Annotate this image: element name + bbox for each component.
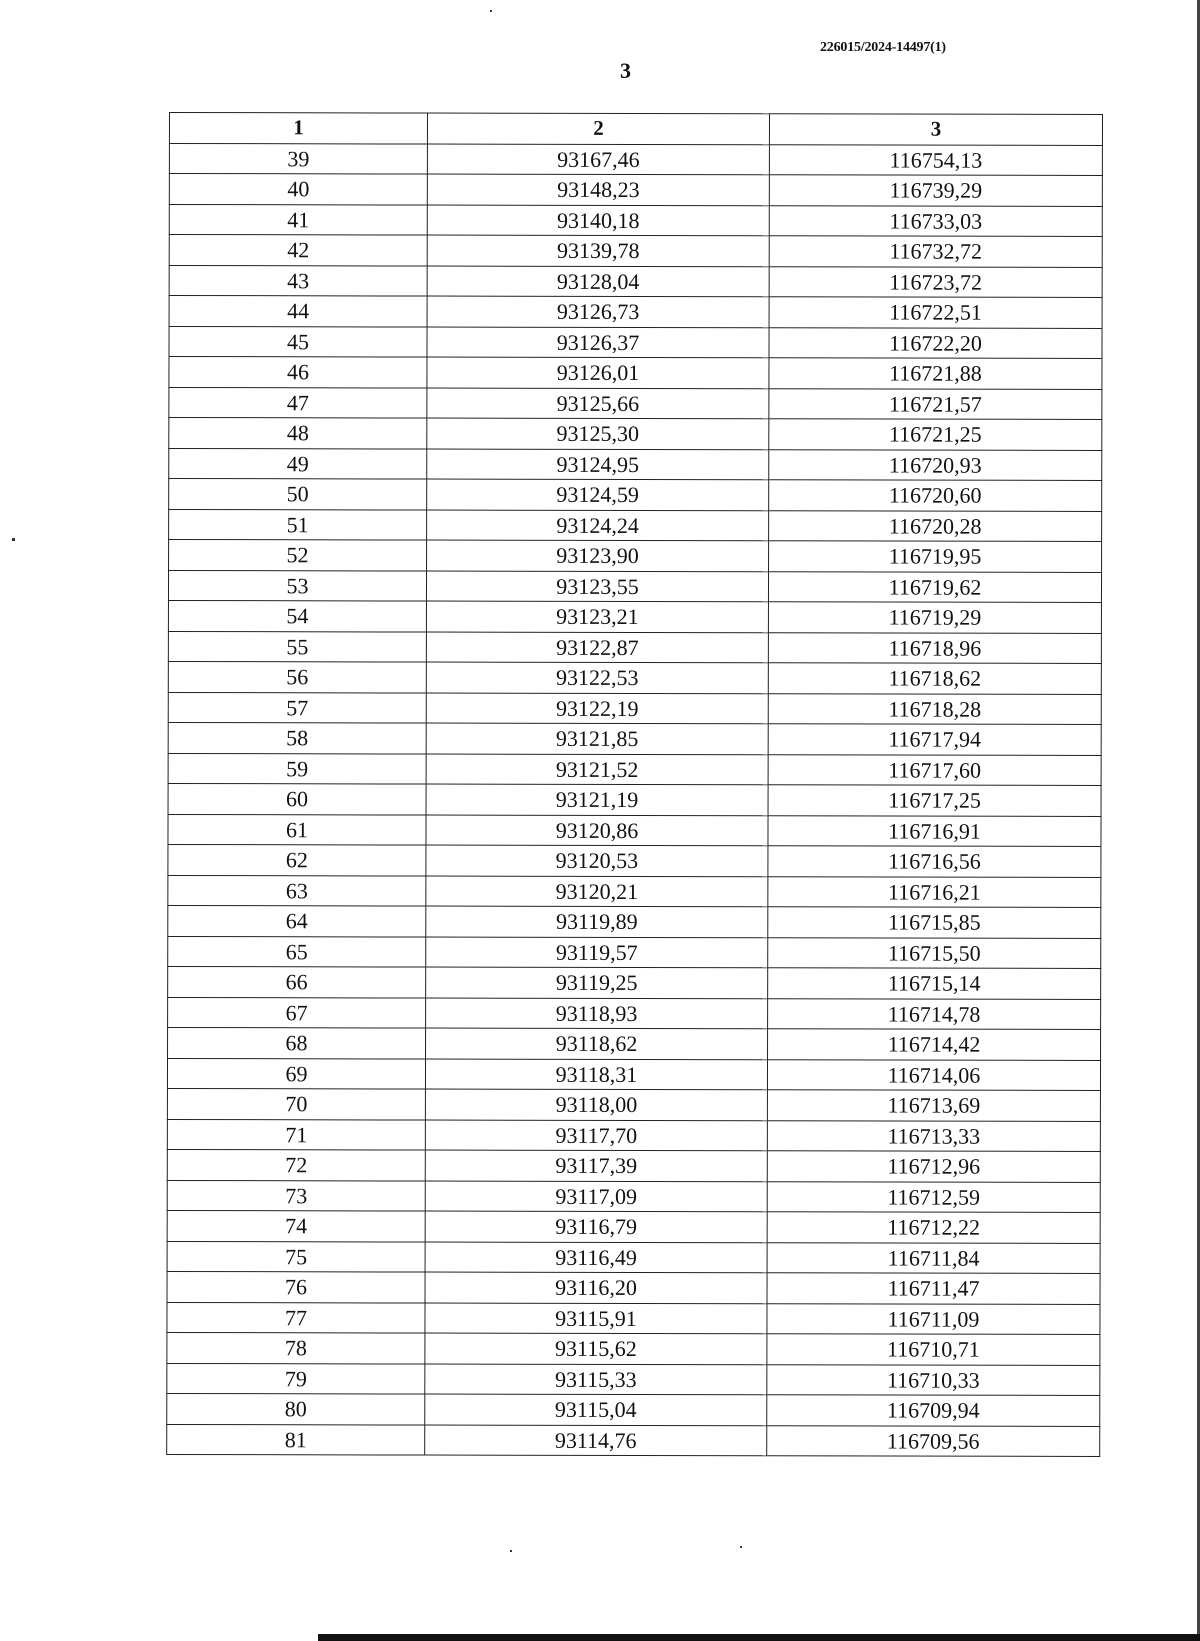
table-row bbox=[167, 1241, 1100, 1273]
table-row bbox=[167, 1424, 1100, 1456]
table-cell-col-3: 116722,20 bbox=[769, 327, 1102, 358]
table-cell-col-1: 62 bbox=[168, 844, 426, 875]
table-cell-col-2: 93115,04 bbox=[425, 1394, 767, 1425]
table-cell-col-3: 116714,42 bbox=[768, 1029, 1101, 1060]
table-cell-col-1: 57 bbox=[168, 692, 426, 723]
table-cell-col-3: 116754,13 bbox=[769, 144, 1102, 175]
table-cell-col-3: 116713,69 bbox=[767, 1090, 1100, 1121]
table-row bbox=[167, 1210, 1100, 1242]
table-cell-col-3: 116711,84 bbox=[767, 1242, 1100, 1273]
table-cell-col-3: 116720,93 bbox=[769, 449, 1102, 480]
scan-speck bbox=[740, 1546, 742, 1548]
table-cell-col-3: 116721,57 bbox=[769, 388, 1102, 419]
table-cell-col-2: 93126,01 bbox=[427, 357, 769, 388]
table-cell-col-3: 116733,03 bbox=[769, 205, 1102, 236]
table-cell-col-1: 67 bbox=[168, 997, 426, 1028]
table-cell-col-1: 48 bbox=[169, 418, 427, 449]
table-cell-col-2: 93115,91 bbox=[425, 1303, 767, 1334]
table-cell-col-3: 116739,29 bbox=[769, 175, 1102, 206]
table-cell-col-2: 93121,19 bbox=[426, 784, 768, 815]
table-row bbox=[169, 357, 1102, 389]
table-cell-col-1: 54 bbox=[168, 601, 426, 632]
table-cell-col-2: 93120,21 bbox=[426, 876, 768, 907]
table-cell-col-2: 93119,89 bbox=[426, 906, 768, 937]
table-cell-col-2: 93120,53 bbox=[426, 845, 768, 876]
table-cell-col-1: 69 bbox=[167, 1058, 425, 1089]
table-cell-col-2: 93148,23 bbox=[427, 174, 769, 205]
scan-speck bbox=[12, 538, 15, 541]
table-row bbox=[169, 540, 1102, 572]
table-row bbox=[169, 509, 1102, 541]
table-row bbox=[168, 844, 1101, 876]
table-cell-col-3: 116732,72 bbox=[769, 236, 1102, 267]
table-cell-col-2: 93116,79 bbox=[425, 1211, 767, 1242]
table-row bbox=[169, 174, 1102, 206]
column-header-1: 1 bbox=[169, 113, 427, 144]
table-body bbox=[167, 143, 1103, 1456]
table-cell-col-3: 116722,51 bbox=[769, 297, 1102, 328]
table-cell-col-2: 93139,78 bbox=[427, 235, 769, 266]
table-cell-col-1: 76 bbox=[167, 1271, 425, 1302]
table-row bbox=[169, 265, 1102, 297]
table-cell-col-3: 116714,06 bbox=[767, 1059, 1100, 1090]
table-cell-col-2: 93114,76 bbox=[425, 1425, 767, 1456]
table-cell-col-1: 42 bbox=[169, 235, 427, 266]
coordinates-table bbox=[166, 112, 1103, 1457]
table-cell-col-3: 116719,95 bbox=[769, 541, 1102, 572]
table-row bbox=[168, 753, 1101, 785]
table-row bbox=[168, 570, 1101, 602]
table-cell-col-2: 93117,39 bbox=[425, 1150, 767, 1181]
table-header-row bbox=[169, 113, 1102, 145]
table-cell-col-3: 116721,88 bbox=[769, 358, 1102, 389]
table-cell-col-2: 93118,93 bbox=[426, 998, 768, 1029]
table-row bbox=[169, 418, 1102, 450]
table-cell-col-3: 116723,72 bbox=[769, 266, 1102, 297]
table-cell-col-2: 93122,19 bbox=[426, 693, 768, 724]
table-cell-col-3: 116720,60 bbox=[769, 480, 1102, 511]
table-cell-col-1: 53 bbox=[168, 570, 426, 601]
table-cell-col-3: 116719,62 bbox=[768, 571, 1101, 602]
table-row bbox=[168, 783, 1101, 815]
table-row bbox=[167, 1393, 1100, 1425]
table-cell-col-3: 116716,56 bbox=[768, 846, 1101, 877]
table-cell-col-1: 70 bbox=[167, 1088, 425, 1119]
table-row bbox=[168, 1027, 1101, 1059]
table-cell-col-1: 41 bbox=[169, 204, 427, 235]
table-row bbox=[169, 143, 1102, 175]
table-cell-col-3: 116716,91 bbox=[768, 815, 1101, 846]
table-cell-col-1: 44 bbox=[169, 296, 427, 327]
table-row bbox=[167, 1180, 1100, 1212]
table-row bbox=[169, 448, 1102, 480]
table-cell-col-2: 93140,18 bbox=[427, 205, 769, 236]
table-cell-col-2: 93121,85 bbox=[426, 723, 768, 754]
column-header-3: 3 bbox=[769, 114, 1102, 145]
table-cell-col-2: 93122,53 bbox=[426, 662, 768, 693]
table-cell-col-3: 116712,96 bbox=[767, 1151, 1100, 1182]
table-cell-col-1: 46 bbox=[169, 357, 427, 388]
table-cell-col-3: 116709,56 bbox=[767, 1425, 1100, 1456]
table-cell-col-2: 93115,62 bbox=[425, 1333, 767, 1364]
scan-edge-bottom bbox=[318, 1634, 1200, 1641]
table-cell-col-3: 116716,21 bbox=[768, 876, 1101, 907]
table-cell-col-2: 93120,86 bbox=[426, 815, 768, 846]
table-cell-col-3: 116720,28 bbox=[769, 510, 1102, 541]
table-cell-col-3: 116709,94 bbox=[767, 1395, 1100, 1426]
table-cell-col-2: 93124,24 bbox=[427, 510, 769, 541]
table-cell-col-2: 93116,49 bbox=[425, 1242, 767, 1273]
table-cell-col-2: 93123,55 bbox=[426, 571, 768, 602]
table-cell-col-3: 116711,47 bbox=[767, 1273, 1100, 1304]
table-cell-col-1: 64 bbox=[168, 905, 426, 936]
table-cell-col-2: 93116,20 bbox=[425, 1272, 767, 1303]
table-cell-col-1: 51 bbox=[169, 509, 427, 540]
table-row bbox=[168, 631, 1101, 663]
table-cell-col-2: 93118,00 bbox=[425, 1089, 767, 1120]
table-row bbox=[168, 905, 1101, 937]
table-cell-col-1: 79 bbox=[167, 1363, 425, 1394]
table-row bbox=[167, 1149, 1100, 1181]
table-cell-col-1: 39 bbox=[169, 143, 427, 174]
table-cell-col-2: 93119,57 bbox=[426, 937, 768, 968]
table-row bbox=[168, 814, 1101, 846]
table-cell-col-1: 71 bbox=[167, 1119, 425, 1150]
table-cell-col-2: 93125,30 bbox=[427, 418, 769, 449]
table-row bbox=[168, 936, 1101, 968]
table-row bbox=[167, 1119, 1100, 1151]
table-row bbox=[168, 997, 1101, 1029]
table-cell-col-1: 72 bbox=[167, 1149, 425, 1180]
table-cell-col-1: 47 bbox=[169, 387, 427, 418]
table-cell-col-1: 59 bbox=[168, 753, 426, 784]
table-row bbox=[168, 692, 1101, 724]
table-row bbox=[168, 966, 1101, 998]
table-row bbox=[169, 296, 1102, 328]
table-row bbox=[169, 235, 1102, 267]
table-row bbox=[167, 1332, 1100, 1364]
table-cell-col-1: 63 bbox=[168, 875, 426, 906]
table-cell-col-3: 116715,14 bbox=[768, 968, 1101, 999]
table-cell-col-2: 93123,90 bbox=[427, 540, 769, 571]
table-row bbox=[167, 1302, 1100, 1334]
table-row bbox=[167, 1088, 1100, 1120]
table-cell-col-1: 80 bbox=[167, 1393, 425, 1424]
table-cell-col-3: 116712,59 bbox=[767, 1181, 1100, 1212]
table-cell-col-1: 50 bbox=[169, 479, 427, 510]
table-row bbox=[167, 1058, 1100, 1090]
table-cell-col-2: 93123,21 bbox=[426, 601, 768, 632]
scan-speck bbox=[490, 10, 492, 12]
table-cell-col-1: 60 bbox=[168, 783, 426, 814]
table-cell-col-2: 93128,04 bbox=[427, 266, 769, 297]
table-cell-col-3: 116711,09 bbox=[767, 1303, 1100, 1334]
table-cell-col-3: 116718,96 bbox=[768, 632, 1101, 663]
table-cell-col-3: 116718,28 bbox=[768, 693, 1101, 724]
table-cell-col-1: 78 bbox=[167, 1332, 425, 1363]
table-cell-col-2: 93167,46 bbox=[427, 144, 769, 175]
table-row bbox=[168, 875, 1101, 907]
scan-speck bbox=[510, 1550, 512, 1552]
column-header-2: 2 bbox=[427, 113, 769, 144]
table-cell-col-3: 116713,33 bbox=[767, 1120, 1100, 1151]
table-row bbox=[168, 661, 1101, 693]
table-cell-col-3: 116717,60 bbox=[768, 754, 1101, 785]
table-cell-col-1: 58 bbox=[168, 722, 426, 753]
table-cell-col-3: 116717,25 bbox=[768, 785, 1101, 816]
table-cell-col-1: 45 bbox=[169, 326, 427, 357]
table-row bbox=[167, 1363, 1100, 1395]
table-row bbox=[168, 601, 1101, 633]
table-cell-col-1: 43 bbox=[169, 265, 427, 296]
table-cell-col-1: 61 bbox=[168, 814, 426, 845]
table-cell-col-3: 116719,29 bbox=[768, 602, 1101, 633]
page-number: 3 bbox=[620, 58, 631, 83]
table-cell-col-2: 93126,73 bbox=[427, 296, 769, 327]
table-cell-col-3: 116710,71 bbox=[767, 1334, 1100, 1365]
table-cell-col-3: 116714,78 bbox=[768, 998, 1101, 1029]
table-row bbox=[167, 1271, 1100, 1303]
table-cell-col-1: 52 bbox=[169, 540, 427, 571]
table-row bbox=[169, 326, 1102, 358]
table-cell-col-3: 116715,50 bbox=[768, 937, 1101, 968]
table-cell-col-3: 116717,94 bbox=[768, 724, 1101, 755]
table-cell-col-2: 93119,25 bbox=[426, 967, 768, 998]
table-cell-col-3: 116715,85 bbox=[768, 907, 1101, 938]
table-cell-col-1: 73 bbox=[167, 1180, 425, 1211]
table-cell-col-2: 93117,70 bbox=[425, 1120, 767, 1151]
table-cell-col-2: 93115,33 bbox=[425, 1364, 767, 1395]
table-row bbox=[169, 204, 1102, 236]
table-cell-col-2: 93118,31 bbox=[425, 1059, 767, 1090]
table-cell-col-2: 93121,52 bbox=[426, 754, 768, 785]
table-cell-col-1: 65 bbox=[168, 936, 426, 967]
table-cell-col-1: 75 bbox=[167, 1241, 425, 1272]
table-cell-col-2: 93126,37 bbox=[427, 327, 769, 358]
table-row bbox=[169, 479, 1102, 511]
table-cell-col-2: 93118,62 bbox=[426, 1028, 768, 1059]
table-cell-col-1: 81 bbox=[167, 1424, 425, 1455]
table-cell-col-1: 40 bbox=[169, 174, 427, 205]
table-cell-col-3: 116712,22 bbox=[767, 1212, 1100, 1243]
table-cell-col-2: 93124,59 bbox=[427, 479, 769, 510]
table-cell-col-2: 93117,09 bbox=[425, 1181, 767, 1212]
table-cell-col-3: 116718,62 bbox=[768, 663, 1101, 694]
table-row bbox=[169, 387, 1102, 419]
table-cell-col-2: 93122,87 bbox=[426, 632, 768, 663]
table-cell-col-2: 93124,95 bbox=[427, 449, 769, 480]
table-cell-col-1: 55 bbox=[168, 631, 426, 662]
table-row bbox=[168, 722, 1101, 754]
table-cell-col-2: 93125,66 bbox=[427, 388, 769, 419]
table-cell-col-1: 68 bbox=[168, 1027, 426, 1058]
table-cell-col-1: 77 bbox=[167, 1302, 425, 1333]
table-cell-col-1: 66 bbox=[168, 966, 426, 997]
table-cell-col-1: 74 bbox=[167, 1210, 425, 1241]
table-cell-col-1: 56 bbox=[168, 661, 426, 692]
table-cell-col-3: 116710,33 bbox=[767, 1364, 1100, 1395]
table-cell-col-3: 116721,25 bbox=[769, 419, 1102, 450]
document-reference: 226015/2024-14497(1) bbox=[820, 40, 946, 55]
table-cell-col-1: 49 bbox=[169, 448, 427, 479]
